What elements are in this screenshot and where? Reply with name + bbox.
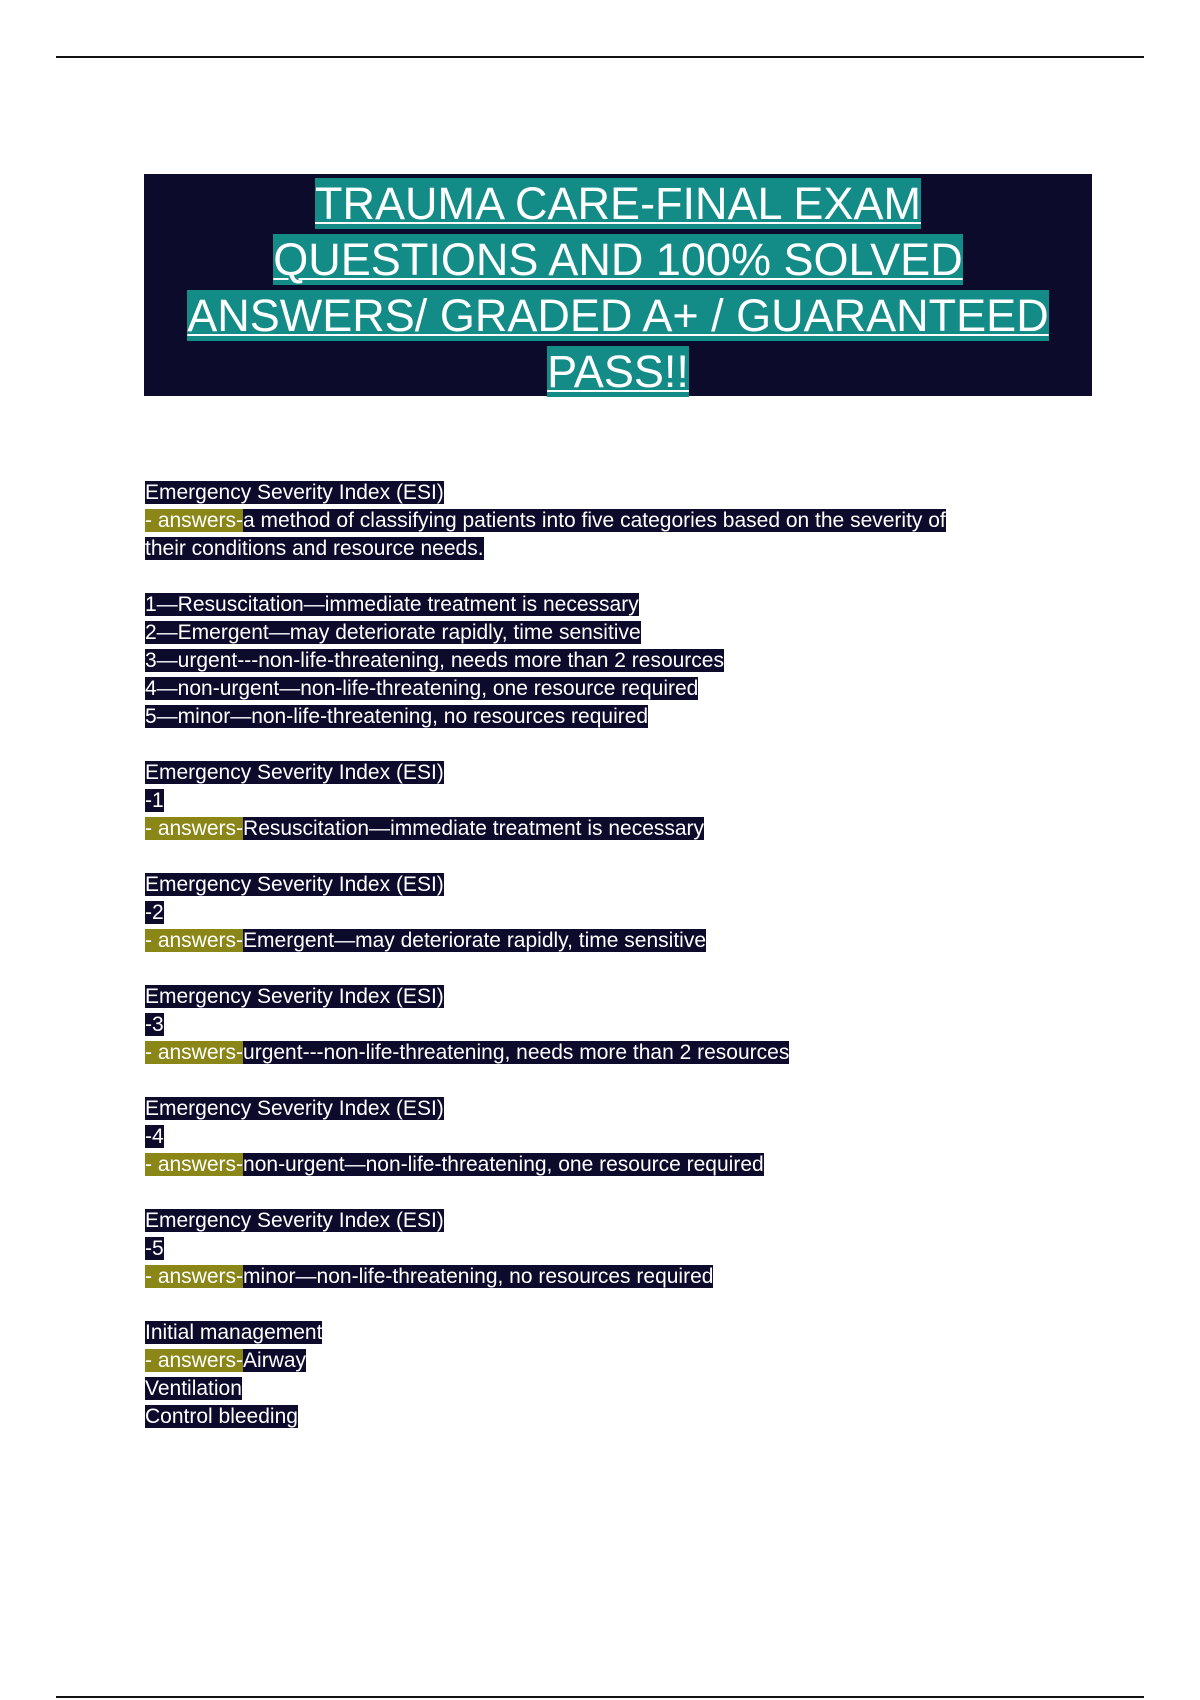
flashcard-subquestion: -4	[145, 1125, 164, 1148]
title-line: TRAUMA CARE-FINAL EXAM	[315, 178, 921, 229]
title-line: ANSWERS/ GRADED A+ / GUARANTEED	[187, 290, 1049, 341]
list-item: 1—Resuscitation—immediate treatment is necessary	[145, 593, 639, 616]
answer-tag: - answers-	[145, 1153, 244, 1176]
flashcard	[145, 1207, 1085, 1291]
answer-tag: - answers-	[145, 1265, 244, 1288]
document-title	[144, 174, 1092, 400]
flashcard-answer: urgent---non-life-threatening, needs more than 2 resources	[243, 1041, 790, 1064]
flashcard-question: Emergency Severity Index (ESI)	[145, 1209, 444, 1232]
flashcard-question: Emergency Severity Index (ESI)	[145, 985, 444, 1008]
list-item: 5—minor—non-life-threatening, no resources required	[145, 705, 649, 728]
flashcard-question: Initial management	[145, 1321, 323, 1344]
flashcard-answer-item: Ventilation	[145, 1377, 242, 1400]
flashcard-subquestion: -3	[145, 1013, 164, 1036]
answer-tag: - answers-	[145, 509, 244, 532]
list-item: 2—Emergent—may deteriorate rapidly, time sensitive	[145, 621, 641, 644]
flashcard	[145, 1319, 1085, 1431]
flashcard-answer: Emergent—may deteriorate rapidly, time sensitive	[243, 929, 706, 952]
top-rule	[56, 56, 1144, 58]
answer-tag: - answers-	[145, 929, 244, 952]
bottom-rule	[56, 1696, 1144, 1698]
flashcard-subquestion: -2	[145, 901, 164, 924]
list-item: 3—urgent---non-life-threatening, needs more than 2 resources	[145, 649, 724, 672]
answer-tag: - answers-	[145, 1041, 244, 1064]
list-item: 4—non-urgent—non-life-threatening, one resource required	[145, 677, 699, 700]
answer-tag: - answers-	[145, 817, 244, 840]
esi-level-list	[145, 591, 1085, 731]
flashcard	[145, 1095, 1085, 1179]
flashcard-answer-continued: their conditions and resource needs.	[145, 537, 484, 560]
flashcard-question: Emergency Severity Index (ESI)	[145, 873, 444, 896]
flashcard-question: Emergency Severity Index (ESI)	[145, 761, 444, 784]
flashcard	[145, 871, 1085, 955]
flashcard	[145, 479, 1085, 563]
flashcard-subquestion: -5	[145, 1237, 164, 1260]
title-line: PASS!!	[547, 346, 689, 397]
answer-tag: - answers-	[145, 1349, 244, 1372]
flashcard-question: Emergency Severity Index (ESI)	[145, 481, 444, 504]
title-banner	[144, 174, 1092, 396]
flashcard	[145, 759, 1085, 843]
flashcard-answer-item: Control bleeding	[145, 1405, 298, 1428]
flashcard-question: Emergency Severity Index (ESI)	[145, 1097, 444, 1120]
flashcard-answer: Airway	[243, 1349, 307, 1372]
flashcard-answer: a method of classifying patients into five categories based on the severity of	[243, 509, 946, 532]
flashcard-subquestion: -1	[145, 789, 164, 812]
flashcard-answer: non-urgent—non-life-threatening, one resource required	[243, 1153, 764, 1176]
flashcard-answer: Resuscitation—immediate treatment is necessary	[243, 817, 705, 840]
flashcard-list	[145, 479, 1085, 1459]
title-line: QUESTIONS AND 100% SOLVED	[273, 234, 963, 285]
flashcard	[145, 983, 1085, 1067]
flashcard-answer: minor—non-life-threatening, no resources required	[243, 1265, 714, 1288]
